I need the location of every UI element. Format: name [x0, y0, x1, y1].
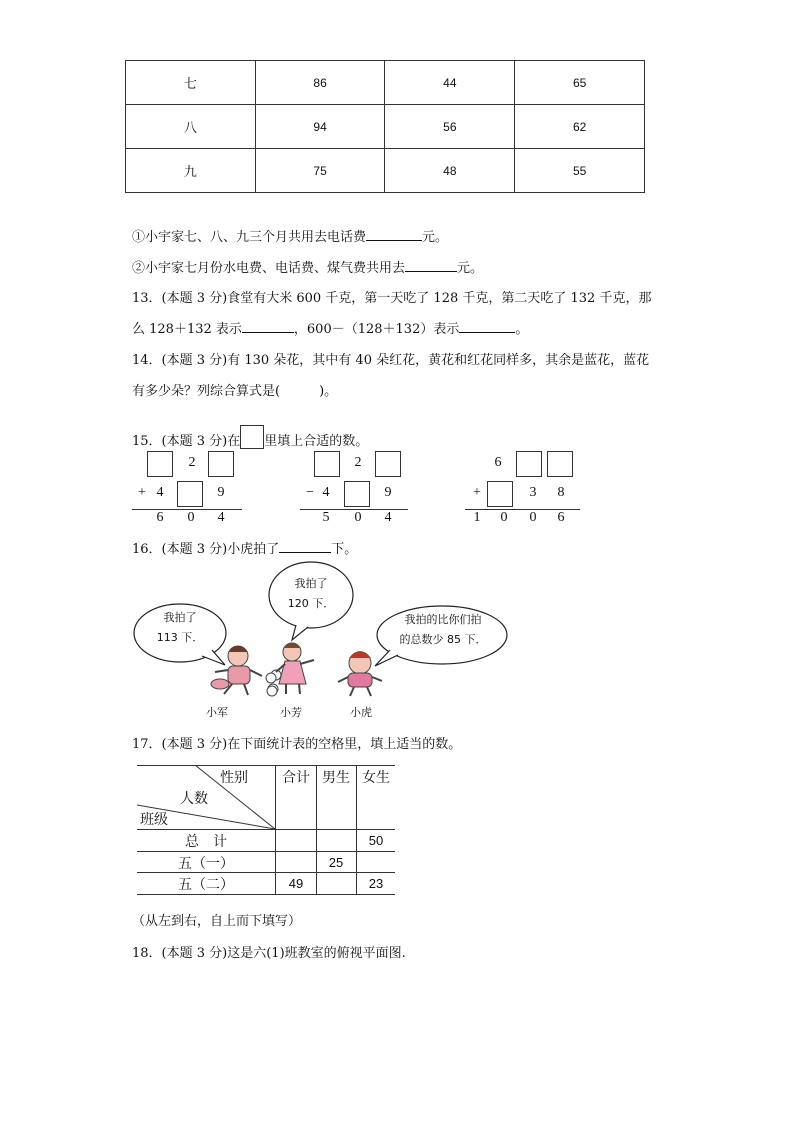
value-cell: 23 [368, 876, 384, 891]
value-cell: 48 [385, 149, 515, 193]
digit: 9 [217, 485, 225, 500]
row-label: 总 计 [185, 834, 227, 850]
q16-text-post: 下。 [331, 542, 358, 557]
digit: 2 [354, 455, 362, 470]
name-label: 小军 [206, 706, 228, 719]
boy-icon [338, 651, 382, 696]
header-gender: 性别 [220, 770, 248, 786]
digit-box[interactable] [487, 481, 513, 507]
q13-line2 [132, 320, 528, 339]
operator: + [138, 485, 146, 500]
digit-box[interactable] [177, 481, 203, 507]
q13-text-b: ，600－（128＋132）表示 [293, 322, 460, 337]
q17-note: （从左到右，自上而下填写） [132, 914, 302, 929]
bubble-text-2 [272, 574, 350, 614]
q16-title [132, 540, 357, 559]
digit: 0 [529, 510, 537, 525]
operator: − [306, 485, 314, 500]
q16-text-pre: 16．(本题 3 分)小虎拍了 [132, 542, 280, 557]
digit: 4 [156, 485, 164, 500]
table-rule [137, 894, 395, 895]
digit: 1 [473, 510, 481, 525]
operator: + [473, 485, 481, 500]
digit-box[interactable] [208, 451, 234, 477]
q15-title [132, 425, 368, 451]
table-row [126, 61, 645, 105]
digit: 4 [217, 510, 225, 525]
value-cell: 62 [515, 105, 645, 149]
digit: 6 [557, 510, 565, 525]
digit-box[interactable] [314, 451, 340, 477]
answer-blank[interactable] [242, 320, 294, 333]
row-label: 五（二） [178, 877, 234, 893]
digit: 4 [322, 485, 330, 500]
value-cell: 75 [255, 149, 385, 193]
table-row [126, 149, 645, 193]
value-cell: 49 [288, 876, 304, 891]
bubble-text-3 [384, 610, 502, 650]
bubble-line: 120 下． [287, 597, 335, 610]
girl-bouncing-ball-icon [266, 643, 314, 696]
value-cell: 94 [255, 105, 385, 149]
answer-blank[interactable] [366, 228, 422, 241]
name-label: 小虎 [350, 706, 372, 719]
digit-box[interactable] [547, 451, 573, 477]
q13-text-c: 。 [515, 322, 529, 337]
q12-part1-unit: 元。 [422, 230, 449, 245]
digit: 6 [494, 455, 502, 470]
q14-line2: 有多少朵？列综合算式是( )。 [132, 384, 338, 399]
col-header: 男生 [322, 770, 350, 786]
value-cell: 56 [385, 105, 515, 149]
digit: 5 [322, 510, 330, 525]
digit: 4 [384, 510, 392, 525]
q12-part2-unit: 元。 [457, 261, 484, 276]
bubble-line: 我拍的比你们拍 [404, 613, 482, 626]
name-label: 小芳 [280, 706, 302, 719]
bubble-line: 113 下． [156, 631, 204, 644]
header-class: 班级 [140, 812, 168, 828]
digit: 9 [384, 485, 392, 500]
q12-part1 [132, 228, 448, 247]
q13-line1: 13．(本题 3 分)食堂有大米 600 千克，第一天吃了 128 千克，第二天吃了 132 千克，那 [132, 291, 652, 306]
col-header: 合计 [282, 770, 310, 786]
answer-blank[interactable] [279, 540, 331, 553]
value-cell: 25 [328, 855, 344, 870]
digit-box[interactable] [344, 481, 370, 507]
digit: 0 [354, 510, 362, 525]
digit-box[interactable] [147, 451, 173, 477]
answer-blank[interactable] [459, 320, 515, 333]
bubble-text-1 [140, 608, 220, 648]
q12-part2-text: ②小宇家七月份水电费、电话费、煤气费共用去 [132, 261, 406, 276]
q15-text-pre: 15．(本题 3 分)在 [132, 434, 241, 449]
month-cell: 八 [126, 105, 256, 149]
answer-blank[interactable] [405, 259, 457, 272]
value-cell: 50 [368, 833, 384, 848]
month-cell: 九 [126, 149, 256, 193]
digit-box[interactable] [375, 451, 401, 477]
q12-part1-text: ①小宇家七、八、九三个月共用去电话费 [132, 230, 367, 245]
digit: 2 [188, 455, 196, 470]
value-cell: 86 [255, 61, 385, 105]
digit: 6 [156, 510, 164, 525]
header-people: 人数 [180, 791, 208, 807]
row-label: 五（一） [178, 856, 234, 872]
digit: 0 [187, 510, 195, 525]
q17-title: 17．(本题 3 分)在下面统计表的空格里，填上适当的数。 [132, 737, 462, 752]
digit: 0 [500, 510, 508, 525]
q13-text-a: 么 128＋132 表示 [132, 322, 242, 337]
digit-box[interactable] [516, 451, 542, 477]
bubble-line: 的总数少 85 下． [399, 633, 487, 646]
col-header: 女生 [362, 770, 390, 786]
value-cell: 65 [515, 61, 645, 105]
value-cell: 55 [515, 149, 645, 193]
digit: 8 [557, 485, 565, 500]
table-row [126, 105, 645, 149]
q12-part2 [132, 259, 483, 278]
digit: 3 [529, 485, 537, 500]
q18-title: 18．(本题 3 分)这是六(1)班教室的俯视平面图. [132, 946, 406, 961]
bubble-line: 我拍了 [294, 577, 328, 590]
bubble-line: 我拍了 [163, 611, 197, 624]
bill-table [125, 60, 645, 193]
value-cell: 44 [385, 61, 515, 105]
box-icon [240, 425, 264, 449]
month-cell: 七 [126, 61, 256, 105]
q14-line1: 14．(本题 3 分)有 130 朵花，其中有 40 朵红花，黄花和红花同样多，其余是蓝花，蓝花 [132, 353, 650, 368]
q15-text-post: 里填上合适的数。 [264, 434, 369, 449]
